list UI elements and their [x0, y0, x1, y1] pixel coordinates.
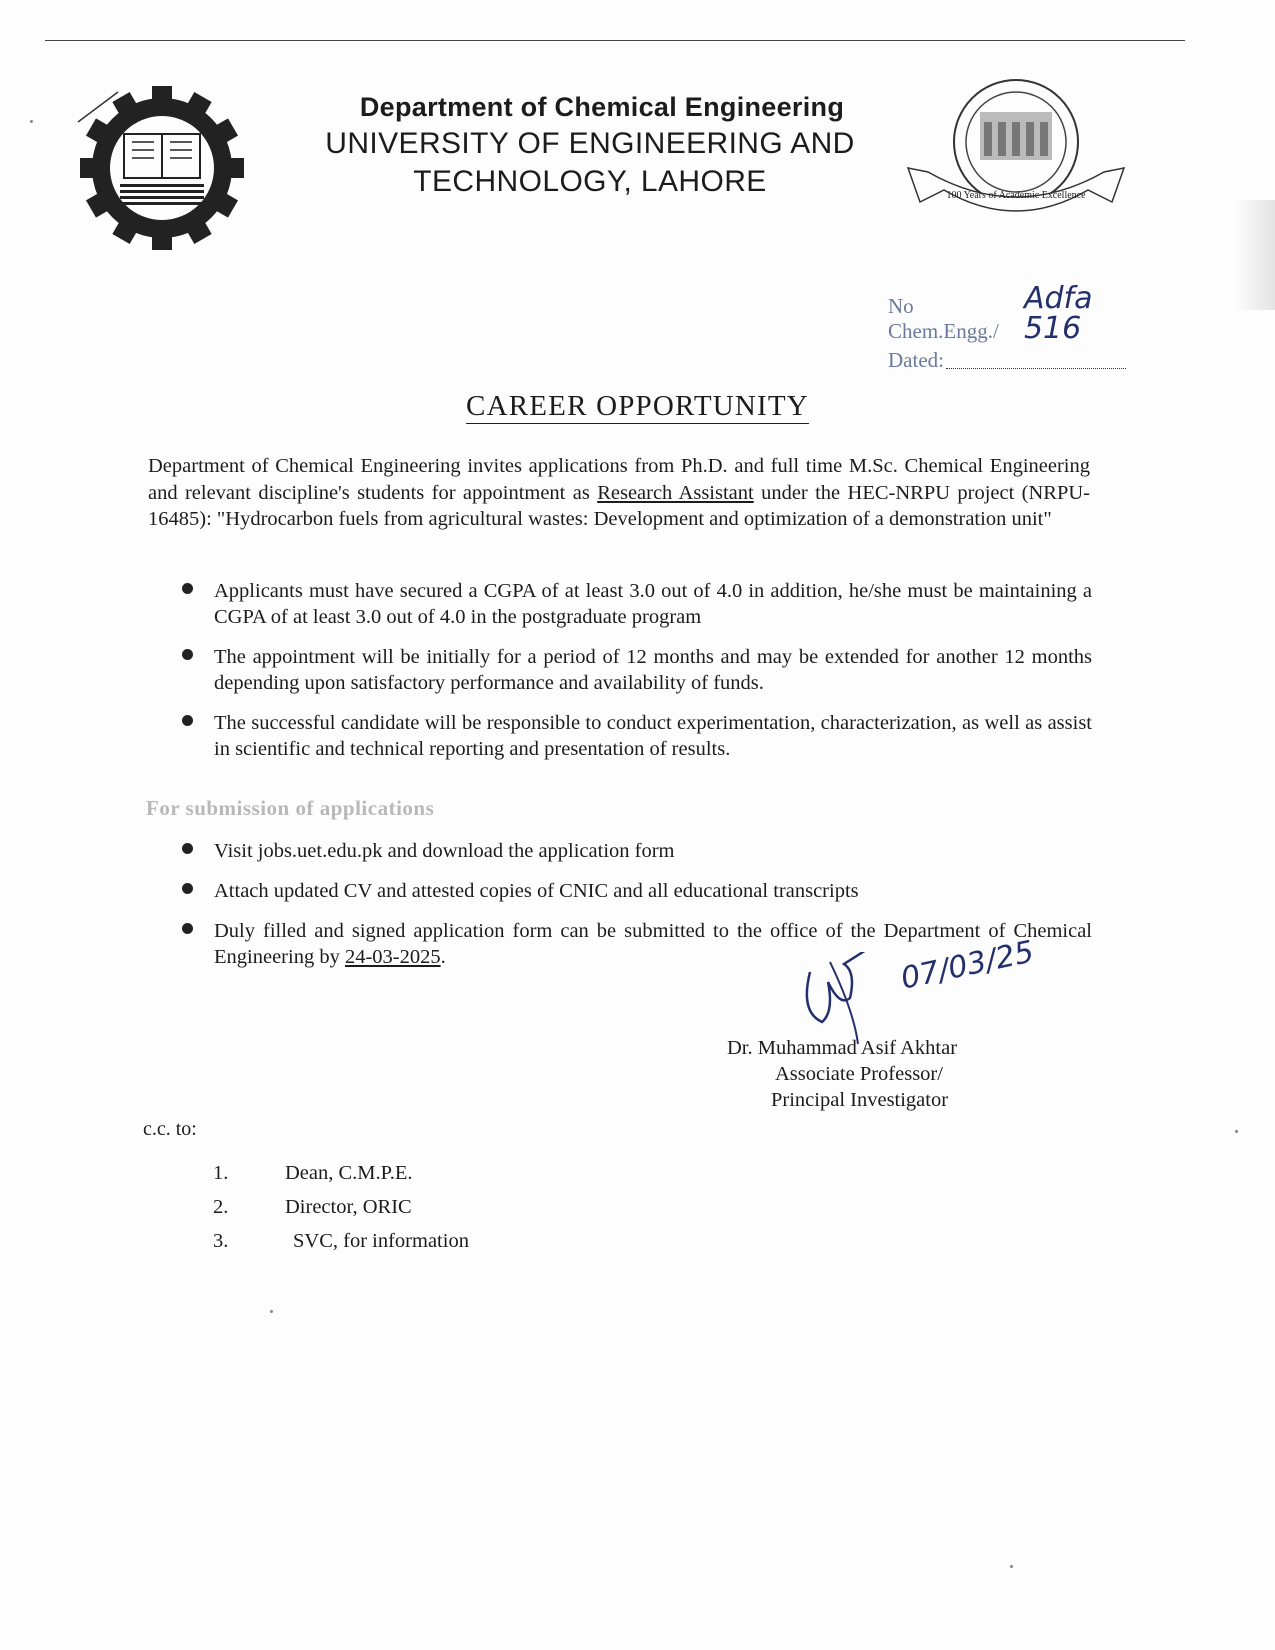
list-item	[180, 644, 1092, 696]
signatory-name: Dr. Muhammad Asif Akhtar	[727, 1037, 958, 1059]
reference-prefix: No Chem.Engg./	[888, 294, 999, 343]
svg-text:100 Years of Academic Excellen: 100 Years of Academic Excellence	[946, 190, 1086, 201]
bullet-icon	[182, 923, 193, 934]
bullet-icon	[182, 843, 193, 854]
cc-number: 1.	[213, 1161, 229, 1184]
dated-blank-line	[946, 368, 1126, 369]
dated-label: Dated:	[888, 348, 944, 372]
cc-row	[213, 1190, 469, 1224]
list-item	[180, 710, 1092, 762]
university-name-line2: TECHNOLOGY, LAHORE	[413, 165, 767, 198]
cc-number: 3.	[213, 1229, 229, 1252]
list-item	[180, 838, 1092, 864]
requirements-list	[180, 578, 1092, 776]
cc-recipient: Director, ORIC	[285, 1195, 412, 1218]
scan-speck	[1010, 1565, 1013, 1568]
top-rule	[45, 40, 1185, 41]
page-title	[0, 390, 1275, 423]
intro-text-start: Department of Chemical Engineering invites applications from Ph.D. and full time M.Sc. Chemical Engineering and relevant discipline's students for appointment as	[148, 455, 1090, 504]
scan-speck	[270, 1310, 273, 1313]
signatory-designation: Associate Professor/	[775, 1063, 943, 1085]
bullet-icon	[182, 583, 193, 594]
cc-number: 2.	[213, 1195, 229, 1218]
reference-dated	[888, 348, 1148, 373]
bullet-icon	[182, 883, 193, 894]
cc-row	[213, 1224, 469, 1258]
submission-text: Duly filled and signed application form can be submitted to the office of the Department of Chemical Engineering by	[214, 920, 1092, 968]
bullet-icon	[182, 715, 193, 726]
cc-list	[213, 1156, 469, 1258]
cc-row	[213, 1156, 469, 1190]
list-item	[180, 878, 1092, 904]
submission-text: Attach updated CV and attested copies of CNIC and all educational transcripts	[214, 880, 859, 902]
reference-number	[888, 281, 1148, 346]
list-item	[180, 578, 1092, 630]
submission-heading: For submission of applications	[146, 796, 435, 820]
letterhead	[285, 92, 895, 199]
submission-text: Visit jobs.uet.edu.pk and download the application form	[214, 840, 675, 862]
signature-date: 07/03/25	[897, 934, 1037, 997]
centenary-seal-logo	[888, 72, 1138, 232]
title-text: CAREER OPPORTUNITY	[466, 390, 809, 422]
requirement-text: The successful candidate will be responsible to conduct experimentation, characterization, as well as assist in scientific and technical reporting and presentation of results.	[214, 712, 1092, 760]
position-title: Research Assistant	[597, 481, 754, 504]
deadline-date: 24-03-2025	[344, 946, 441, 968]
requirement-text: The appointment will be initially for a period of 12 months and may be extended for another 12 months depending upon satisfactory performance and availability of funds.	[214, 646, 1092, 694]
signatory	[727, 1035, 957, 1113]
intro-text-end: under the HEC-NRPU project (NRPU-16485): "Hydrocarbon fuels from agricultural wastes: Development and optimization of a demonstration unit"	[148, 481, 1091, 530]
requirement-text: Applicants must have secured a CGPA of at least 3.0 out of 4.0 in addition, he/she must be maintaining a CGPA of at least 3.0 out of 4.0 in the postgraduate program	[214, 580, 1092, 628]
bullet-icon	[182, 649, 193, 660]
cc-label: c.c. to:	[143, 1118, 197, 1140]
scan-speck	[1235, 1130, 1238, 1133]
scan-speck	[30, 120, 33, 123]
university-name-line1: UNIVERSITY OF ENGINEERING AND	[325, 127, 855, 160]
cc-recipient: Dean, C.M.P.E.	[285, 1161, 413, 1184]
scan-edge-shadow	[1235, 200, 1275, 310]
reference-block	[888, 281, 1148, 373]
intro-paragraph	[148, 453, 1090, 533]
department-name: Department of Chemical Engineering	[359, 92, 845, 122]
reference-handwritten-number: Adfa 516	[1023, 281, 1093, 346]
uet-gear-logo	[70, 82, 250, 252]
signatory-role: Principal Investigator	[771, 1089, 949, 1111]
submission-text-end: .	[440, 946, 446, 968]
cc-recipient: SVC, for information	[293, 1229, 469, 1252]
